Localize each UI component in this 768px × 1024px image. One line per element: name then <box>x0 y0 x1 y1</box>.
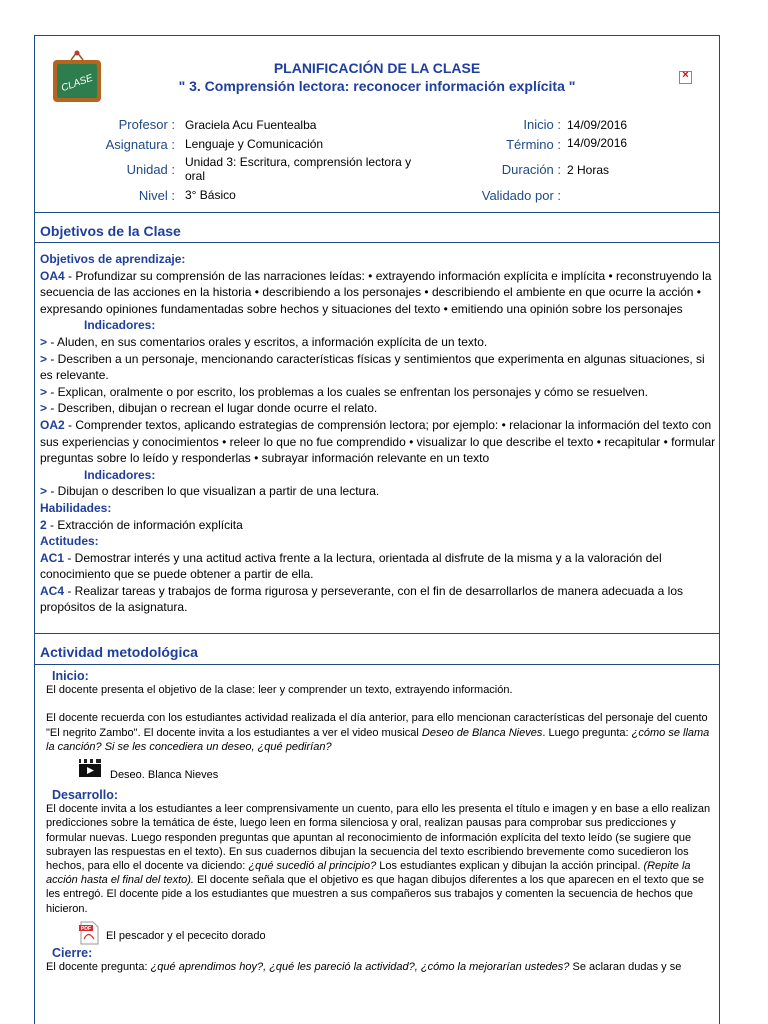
cierre-paragraph <box>46 960 716 974</box>
desarrollo-paragraph <box>46 802 716 916</box>
desarrollo-note: (Repite la acción hasta el final del texto). <box>46 860 691 887</box>
duracion-value: 2 Horas <box>567 163 610 177</box>
ac4-text: - Realizar tareas y trabajos de forma rigurosa y perseverante, con el fin de desarrollarlos de manera adecuada a los propósitos de la asignatura. <box>40 583 684 615</box>
desarrollo-text-c: El docente señala que el objetivo es que hagan dibujos diferentes a los que aparecen en el texto que se les entregó. El docente pide a los estudiantes que muestren a sus compañeros sus trabajos y comenten la secuencia de hechos que hicieron. <box>46 874 705 915</box>
oa4-indicadores-label: Indicadores: <box>84 318 156 333</box>
nivel-label: Nivel : <box>138 188 175 203</box>
indicator-marker: > <box>40 401 48 416</box>
indicator-text: - Aluden, en sus comentarios orales y escritos, a información explícita de un texto. <box>47 334 488 349</box>
cierre-text-b: Se aclaran dudas y se <box>569 961 682 974</box>
oa4-text: - Profundizar su comprensión de las narraciones leídas: • extrayendo información explícita e implícita • reconstruyendo la secuencia de las acciones en la historia • describiendo a los personajes • describiendo el ambiente en que ocurre la acción • expresando opiniones fundamentadas sobre hechos y situaciones del texto • emitiendo una opinión sobre los personajes <box>40 268 712 316</box>
indicator-text: - Explican, oralmente o por escrito, los problemas a los cuales se enfrentan los personajes y cómo se resuelven. <box>47 384 648 399</box>
indicator-marker: > <box>40 334 48 349</box>
video-label[interactable]: Deseo. Blanca Nieves <box>110 769 219 782</box>
video-resource[interactable] <box>46 754 716 788</box>
page-subtitle: " 3. Comprensión lectora: reconocer información explícita " <box>178 78 576 94</box>
inicio-text-b: . Luego pregunta: <box>542 726 632 739</box>
oa4-indicator <box>40 334 716 351</box>
cierre-text-a: El docente pregunta: <box>46 961 151 974</box>
asignatura-label: Asignatura : <box>105 137 175 152</box>
pdf-resource[interactable] <box>46 916 716 946</box>
profesor-value: Graciela Acu Fuentealba <box>185 118 317 132</box>
ac1-block <box>40 550 716 583</box>
oa4-code: OA4 <box>40 268 65 283</box>
ac4-block <box>40 583 716 616</box>
oa4-block <box>40 268 716 318</box>
pdf-document-icon <box>78 921 100 945</box>
desarrollo-question: ¿qué sucedió al principio? <box>248 860 377 873</box>
ac1-text: - Demostrar interés y una actitud activa frente a la lectura, orientada al disfrute de la misma y a la valoración del conocimiento que se puede obtener a partir de ella. <box>40 550 662 582</box>
planning-frame <box>34 35 720 1024</box>
nivel-value: 3° Básico <box>185 188 236 202</box>
inicio-question: ¿cómo se llama la canción? Si se les concediera un deseo, ¿qué pedirían? <box>46 726 710 753</box>
habilidad-code: 2 <box>40 517 47 532</box>
oa2-text: - Comprender textos, aplicando estrategias de comprensión lectora; por ejemplo: • relacionar la información del texto con sus experiencias y conocimientos • releer lo que no fue comprendido • visualizar lo que describe el texto • recapitular • formular preguntas sobre lo leído y responderlas • subrayar información relevante en un texto <box>40 417 716 466</box>
inicio-title: Inicio: <box>52 669 89 683</box>
desarrollo-text-b: Los estudiantes explican y dibujan la acción principal. <box>376 860 644 873</box>
inicio-paragraph-2 <box>46 711 716 754</box>
actividad-header <box>35 633 719 665</box>
validado-label: Validado por : <box>481 188 561 203</box>
video-clapper-icon <box>78 758 102 778</box>
oa2-indicator <box>40 483 716 500</box>
indicator-text: - Dibujan o describen lo que visualizan a partir de una lectura. <box>47 484 380 499</box>
inicio-paragraph-1: El docente presenta el objetivo de la clase: leer y comprender un texto, extrayendo información. <box>46 684 513 697</box>
desarrollo-text-a: El docente invita a los estudiantes a leer comprensivamente un cuento, para ello les presenta el título e imagen y en base a ello realizan predicciones sobre la temática de éste, luego leen en forma silenciosa y oral, realizan pausas para comprobar sus predicciones y formular nuevas. Luego responden preguntas que apuntan al reconocimiento de información explícita del texto leído (se sugiere que subrayen las respuestas en el texto). En sus cuadernos dibujan la secuencia del texto escribiendo brevemente como sucedieron los hechos, para ello el docente va diciendo: <box>46 803 711 873</box>
objetivos-content <box>40 251 716 616</box>
indicator-marker: > <box>40 351 48 366</box>
inicio-text-a: El docente recuerda con los estudiantes actividad realizada el día anterior, para ello mencionan características del personaje del cuento "El negrito Zambo". El docente invita a los estudiantes a ver el video musical <box>46 712 708 739</box>
logo-text: CLASE <box>59 72 95 95</box>
habilidad-item <box>40 517 716 534</box>
asignatura-value: Lenguaje y Comunicación <box>185 137 324 151</box>
oa4-indicator <box>40 400 716 417</box>
pdf-badge: PDF <box>81 925 91 932</box>
habilidad-text: - Extracción de información explícita <box>46 517 243 532</box>
actitudes-title: Actitudes: <box>40 534 99 549</box>
actividad-title: Actividad metodológica <box>40 644 198 660</box>
profesor-label: Profesor : <box>118 117 175 132</box>
oa2-code: OA2 <box>40 417 65 432</box>
indicator-text: - Describen, dibujan o recrean el lugar donde ocurre el relato. <box>47 401 378 416</box>
inicio-label: Inicio : <box>523 117 561 132</box>
indicator-text: - Describen a un personaje, mencionando características físicas y sentimientos que experimenta en algunas situaciones, si es relevante. <box>40 351 705 383</box>
pdf-label[interactable]: El pescador y el pececito dorado <box>106 929 266 942</box>
termino-value: 14/09/2016 <box>567 136 628 150</box>
chalkboard-clase-icon <box>51 50 103 104</box>
oa2-block <box>40 417 716 467</box>
objetivos-header <box>35 212 719 243</box>
aprendizaje-title: Objetivos de aprendizaje: <box>40 252 186 266</box>
unidad-label: Unidad : <box>126 162 175 177</box>
video-title-italic: Deseo de Blanca Nieves <box>421 726 543 739</box>
actividad-content <box>46 669 716 974</box>
cierre-questions: ¿qué aprendimos hoy?, ¿qué les pareció la actividad?, ¿cómo la mejorarían ustedes? <box>150 961 570 974</box>
oa4-indicator <box>40 384 716 401</box>
indicator-marker: > <box>40 384 48 399</box>
cierre-title: Cierre: <box>52 945 93 960</box>
unidad-value-line1: Unidad 3: Escritura, comprensión lectora y <box>185 155 412 169</box>
habilidades-title: Habilidades: <box>40 500 112 515</box>
desarrollo-title: Desarrollo: <box>52 788 118 803</box>
objetivos-title: Objetivos de la Clase <box>40 223 181 239</box>
close-icon[interactable] <box>679 71 692 84</box>
page-title: PLANIFICACIÓN DE LA CLASE <box>273 60 481 76</box>
oa2-indicadores-label: Indicadores: <box>84 467 156 482</box>
class-header <box>35 36 719 213</box>
duracion-label: Duración : <box>501 162 561 177</box>
termino-label: Término : <box>506 137 561 152</box>
ac4-code: AC4 <box>40 583 65 598</box>
oa4-indicator <box>40 351 716 384</box>
indicator-marker: > <box>40 484 48 499</box>
ac1-code: AC1 <box>40 550 65 565</box>
inicio-value: 14/09/2016 <box>567 118 628 132</box>
close-glyph: × <box>682 69 689 81</box>
unidad-value-line2: oral <box>185 169 206 183</box>
